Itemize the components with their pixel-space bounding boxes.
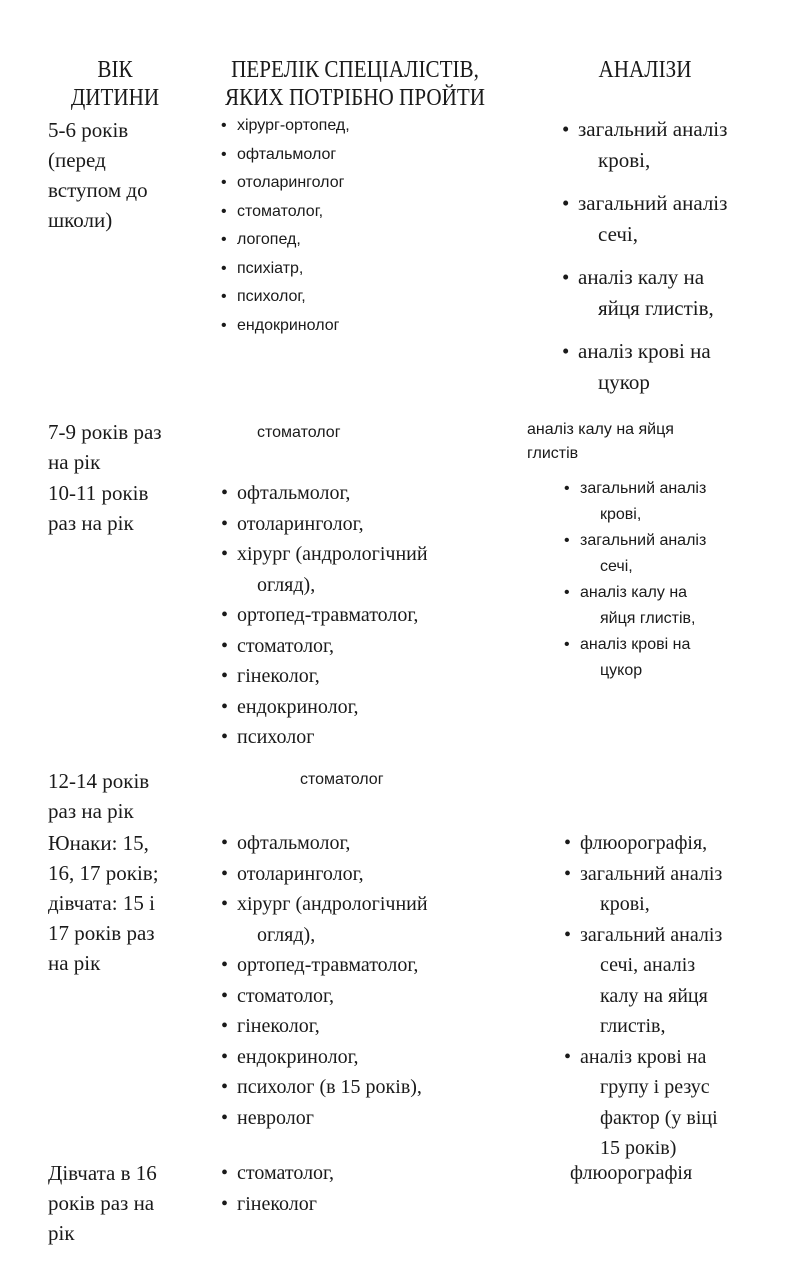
- bullet-icon: •: [221, 316, 227, 334]
- list-item: [221, 859, 428, 890]
- age-line: дівчата: 15 і: [48, 891, 155, 915]
- list-item: [221, 478, 428, 509]
- specialists-list: [221, 828, 428, 1133]
- bullet-icon: •: [562, 339, 570, 363]
- bullet-icon: •: [564, 532, 570, 549]
- test-line: яйця глистів,: [598, 296, 714, 320]
- bullet-icon: •: [221, 695, 229, 718]
- age-line: 10-11 років: [48, 481, 149, 505]
- tests-text: флюорографія: [570, 1162, 693, 1184]
- specialist-name: хірург (андрологічний: [237, 893, 428, 915]
- test-line: загальний аналіз: [580, 532, 707, 549]
- list-item: [221, 1103, 428, 1134]
- specialist-name: стоматолог,: [237, 202, 324, 220]
- age-line: раз на рік: [48, 511, 134, 535]
- list-item: [564, 1042, 722, 1164]
- age-line: раз на рік: [48, 799, 134, 823]
- age-line: Дівчата в 16: [48, 1161, 157, 1185]
- age-line: Юнаки: 15,: [48, 831, 149, 855]
- list-item: [221, 981, 428, 1012]
- specialist-name: офтальмолог,: [237, 832, 351, 854]
- test-line: групу і резус: [600, 1076, 710, 1098]
- age-line: рік: [48, 1221, 75, 1245]
- specialist-name: ендокринолог,: [237, 1045, 359, 1068]
- tests-text: [527, 418, 674, 466]
- test-line: яйця глистів,: [600, 610, 696, 627]
- specialist-name: гінеколог,: [237, 665, 320, 687]
- bullet-icon: •: [221, 288, 227, 305]
- age-line: 17 років раз: [48, 921, 155, 945]
- specialist-name: ендокринолог: [237, 316, 340, 334]
- bullet-icon: •: [221, 832, 229, 854]
- header-age: [49, 56, 181, 112]
- list-item: [562, 114, 727, 176]
- test-line: загальний аналіз: [578, 191, 728, 215]
- specialist-name: отоларинголог: [237, 174, 345, 191]
- test-line: аналіз калу на яйця: [527, 421, 674, 438]
- specialist-name: гінеколог: [237, 1192, 317, 1215]
- bullet-icon: •: [221, 145, 227, 163]
- bullet-icon: •: [221, 1106, 229, 1129]
- specialist-name: ортопед-травматолог,: [237, 954, 419, 976]
- header-age-line: ВІК: [97, 57, 133, 83]
- row-age: [48, 115, 198, 235]
- list-item: [564, 632, 706, 684]
- header-specialists-line: ПЕРЕЛІК СПЕЦІАЛІСТІВ,: [231, 57, 479, 83]
- list-item: [221, 169, 350, 198]
- list-item: [221, 141, 350, 170]
- list-item: [562, 262, 727, 324]
- specialist-name: отоларинголог,: [237, 512, 364, 535]
- specialists-list: [221, 112, 350, 340]
- specialist-name: невролог: [237, 1106, 314, 1129]
- header-tests-line: АНАЛІЗИ: [598, 57, 692, 83]
- header-specialists: [201, 56, 509, 112]
- specialist-name: логопед,: [237, 231, 301, 248]
- test-line: фактор (у віці: [600, 1106, 718, 1129]
- list-item: [221, 828, 428, 859]
- list-item: [562, 188, 727, 250]
- bullet-icon: •: [221, 482, 229, 504]
- specialist-name: стоматолог,: [237, 634, 334, 657]
- test-line: крові,: [600, 506, 642, 523]
- list-item: [221, 112, 350, 141]
- tests-list: [562, 114, 727, 410]
- test-line: флюорографія,: [580, 832, 708, 854]
- bullet-icon: •: [221, 202, 227, 220]
- specialist-name: огляд),: [257, 923, 316, 946]
- bullet-icon: •: [564, 636, 570, 653]
- specialist-name: хірург-ортопед,: [237, 117, 350, 134]
- list-item: [221, 283, 350, 312]
- bullet-icon: •: [564, 832, 572, 854]
- bullet-icon: •: [221, 1192, 229, 1215]
- bullet-icon: •: [221, 726, 229, 748]
- list-item: [221, 226, 350, 255]
- test-line: сечі, аналіз: [600, 954, 696, 976]
- bullet-icon: •: [562, 117, 570, 141]
- list-item: [221, 722, 428, 753]
- age-line: школи): [48, 208, 113, 232]
- test-line: глистів,: [600, 1015, 666, 1037]
- bullet-icon: •: [221, 604, 229, 626]
- specialist-name: стоматолог: [257, 424, 341, 441]
- list-item: [221, 1011, 428, 1042]
- specialist-name: отоларинголог,: [237, 862, 364, 885]
- age-line: вступом до: [48, 178, 148, 202]
- age-line: (перед: [48, 148, 106, 172]
- list-item: [221, 889, 428, 950]
- bullet-icon: •: [221, 893, 229, 915]
- test-line: аналіз калу на: [578, 265, 705, 289]
- bullet-icon: •: [221, 862, 229, 885]
- test-line: загальний аналіз: [578, 117, 728, 141]
- list-item: [221, 312, 350, 341]
- list-item: [221, 661, 428, 692]
- age-line: 16, 17 років;: [48, 861, 159, 885]
- bullet-icon: •: [221, 543, 229, 565]
- bullet-icon: •: [562, 265, 570, 289]
- bullet-icon: •: [221, 1076, 229, 1098]
- list-item: [221, 631, 428, 662]
- specialist-name: стоматолог,: [237, 1162, 334, 1184]
- specialist-name: психіатр,: [237, 259, 304, 277]
- list-item: [221, 692, 428, 723]
- bullet-icon: •: [221, 231, 227, 248]
- test-line: загальний аналіз: [580, 923, 723, 946]
- test-line: глистів: [527, 445, 579, 462]
- bullet-icon: •: [564, 480, 570, 497]
- list-item: [221, 255, 350, 284]
- bullet-icon: •: [221, 512, 229, 535]
- bullet-icon: •: [221, 1015, 229, 1037]
- list-item: [221, 1042, 428, 1073]
- bullet-icon: •: [221, 174, 227, 191]
- test-line: аналіз калу на: [580, 584, 688, 601]
- specialist-name: ортопед-травматолог,: [237, 604, 419, 626]
- list-item: [221, 539, 428, 600]
- specialist-name: огляд),: [257, 573, 316, 596]
- specialist-name: офтальмолог,: [237, 482, 351, 504]
- specialists-list: [221, 1158, 334, 1219]
- list-item: [564, 528, 706, 580]
- bullet-icon: •: [221, 1045, 229, 1068]
- list-item: [221, 950, 428, 981]
- list-item: [221, 198, 350, 227]
- list-item: [564, 828, 722, 859]
- bullet-icon: •: [564, 1045, 572, 1068]
- bullet-icon: •: [221, 665, 229, 687]
- specialists-list: [221, 478, 428, 753]
- age-line: років раз на: [48, 1191, 155, 1215]
- test-line: сечі,: [600, 558, 633, 575]
- specialist-name: хірург (андрологічний: [237, 543, 428, 565]
- row-age: [48, 417, 198, 477]
- bullet-icon: •: [564, 584, 570, 601]
- test-line: аналіз крові на: [580, 1045, 707, 1068]
- bullet-icon: •: [221, 634, 229, 657]
- bullet-icon: •: [221, 984, 229, 1007]
- tests-list: [564, 828, 722, 1164]
- specialist-name: психолог,: [237, 288, 306, 305]
- age-line: на рік: [48, 450, 101, 474]
- tests-list: [564, 476, 706, 688]
- specialist-name: психолог: [237, 726, 315, 748]
- test-line: сечі,: [598, 222, 639, 246]
- bullet-icon: •: [221, 117, 227, 134]
- bullet-icon: •: [221, 259, 227, 277]
- list-item: [221, 1072, 428, 1103]
- list-item: [221, 600, 428, 631]
- bullet-icon: •: [564, 862, 572, 885]
- test-line: аналіз крові на: [578, 339, 711, 363]
- header-specialists-line: ЯКИХ ПОТРІБНО ПРОЙТИ: [225, 85, 485, 111]
- row-age: [48, 828, 198, 978]
- specialist-name: гінеколог,: [237, 1015, 320, 1037]
- test-line: загальний аналіз: [580, 862, 723, 885]
- bullet-icon: •: [564, 923, 572, 946]
- list-item: [564, 476, 706, 528]
- list-item: [221, 1189, 334, 1220]
- list-item: [564, 920, 722, 1042]
- test-line: загальний аналіз: [580, 480, 707, 497]
- test-line: аналіз крові на: [580, 636, 691, 653]
- age-line: 12-14 років: [48, 769, 150, 793]
- list-item: [221, 1158, 334, 1189]
- specialist-name: стоматолог: [300, 771, 384, 788]
- specialist-name: психолог (в 15 років),: [237, 1076, 422, 1098]
- test-line: цукор: [600, 662, 643, 679]
- test-line: калу на яйця: [600, 984, 708, 1007]
- age-line: на рік: [48, 951, 101, 975]
- test-line: 15 років): [600, 1137, 677, 1159]
- list-item: [562, 336, 727, 398]
- age-line: 5-6 років: [48, 118, 129, 142]
- specialist-name: ендокринолог,: [237, 695, 359, 718]
- list-item: [564, 859, 722, 920]
- list-item: [564, 580, 706, 632]
- row-age: [48, 478, 198, 538]
- bullet-icon: •: [221, 1162, 229, 1184]
- test-line: крові,: [598, 148, 651, 172]
- bullet-icon: •: [221, 954, 229, 976]
- row-age: [48, 766, 198, 826]
- header-tests: [566, 56, 724, 84]
- specialist-name: офтальмолог: [237, 145, 337, 163]
- test-line: цукор: [598, 370, 650, 394]
- header-age-line: ДИТИНИ: [70, 85, 160, 111]
- test-line: крові,: [600, 893, 650, 915]
- list-item: [221, 509, 428, 540]
- specialist-name: стоматолог,: [237, 984, 334, 1007]
- bullet-icon: •: [562, 191, 570, 215]
- age-line: 7-9 років раз: [48, 420, 162, 444]
- row-age: [48, 1158, 198, 1248]
